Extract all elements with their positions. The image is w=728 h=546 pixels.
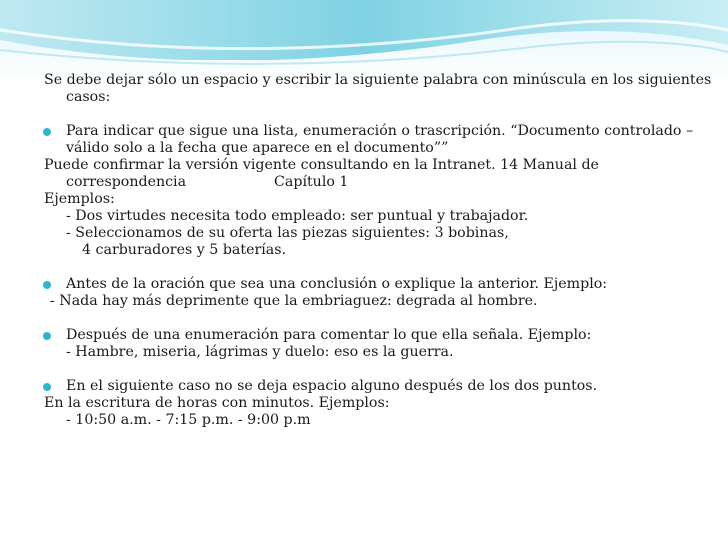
bullet-icon (43, 383, 51, 391)
list-item (44, 378, 714, 395)
example-line: - Dos virtudes necesita todo empleado: ser puntual y trabajador. (66, 208, 529, 224)
list-item-text: En el siguiente caso no se deja espacio alguno después de los dos puntos. (66, 378, 598, 394)
footer-note: Puede confirmar la versión vigente consultando en la Intranet. 14 Manual de correspondencia Capítulo 1 (44, 157, 599, 190)
list-item-text: Para indicar que sigue una lista, enumeración o trascripción. “Documento controlado – válido solo a la fecha que aparece en el documento”” (66, 123, 694, 156)
decorative-wave-banner (0, 0, 728, 80)
example-line: - Seleccionamos de su oferta las piezas siguientes: 3 bobinas, (66, 225, 509, 241)
examples-heading: Ejemplos: (44, 191, 115, 207)
intro-text: Se debe dejar sólo un espacio y escribir la siguiente palabra con minúscula en los siguientes casos: (44, 72, 712, 105)
list-item-text: Antes de la oración que sea una conclusión o explique la anterior. Ejemplo: (66, 276, 608, 292)
list-item (44, 327, 714, 344)
list-item (44, 123, 714, 157)
example-line: - Hambre, miseria, lágrimas y duelo: eso es la guerra. (66, 344, 454, 360)
bullet-icon (43, 281, 51, 289)
slide-body (44, 72, 714, 429)
example-line: - Nada hay más deprimente que la embriaguez: degrada al hombre. (50, 293, 538, 309)
bullet-icon (43, 128, 51, 136)
hours-heading: En la escritura de horas con minutos. Ejemplos: (44, 395, 390, 411)
example-line: 4 carburadores y 5 baterías. (82, 242, 287, 258)
list-item-text: Después de una enumeración para comentar lo que ella señala. Ejemplo: (66, 327, 592, 343)
example-line: - 10:50 a.m. - 7:15 p.m. - 9:00 p.m (66, 412, 311, 428)
list-item (44, 276, 714, 293)
bullet-icon (43, 332, 51, 340)
